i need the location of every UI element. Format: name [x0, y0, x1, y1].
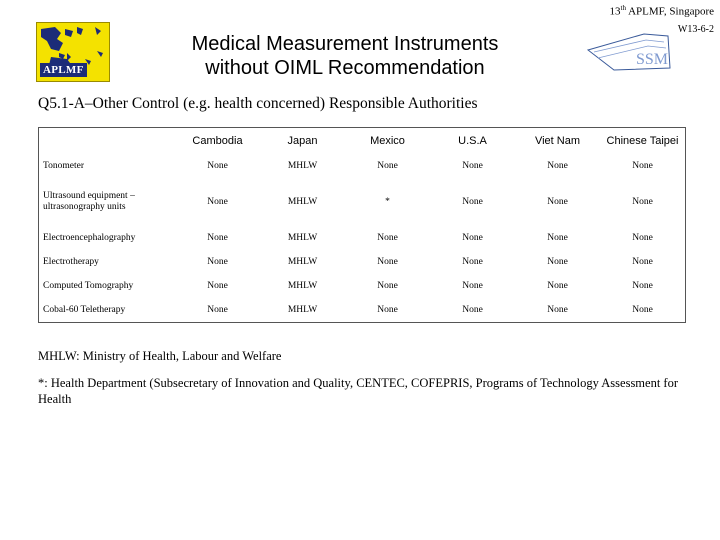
- table-row: [39, 178, 685, 226]
- aplmf-logo: [36, 22, 110, 82]
- column-header-chinese-taipei: Chinese Taipei: [606, 135, 679, 147]
- table-cell: None: [377, 281, 398, 291]
- section-subtitle: Q5.1-A–Other Control (e.g. health concerned) Responsible Authorities: [38, 95, 478, 112]
- table-cell: None: [207, 233, 228, 243]
- table-cell: None: [207, 197, 228, 207]
- table-cell: None: [207, 161, 228, 171]
- row-label-ultrasound: [39, 178, 175, 226]
- header-corner: [39, 128, 175, 154]
- row-label-tonometer: Tonometer: [43, 160, 85, 171]
- ssm-logo-text: SSM: [636, 51, 669, 68]
- row-label-electroencephalography: Electroencephalography: [43, 232, 136, 243]
- table-cell: None: [632, 281, 653, 291]
- table-header-row: [39, 128, 685, 154]
- event-number: 13: [609, 5, 621, 18]
- row-label-line-2: ultrasonography units: [43, 202, 126, 212]
- table-cell: None: [377, 257, 398, 267]
- table-row: [39, 226, 685, 250]
- table-cell: None: [462, 281, 483, 291]
- table-cell: None: [462, 233, 483, 243]
- column-header-viet-nam: Viet Nam: [534, 135, 581, 147]
- table-cell: None: [547, 281, 568, 291]
- row-label-electrotherapy: Electrotherapy: [43, 256, 99, 267]
- table-cell: None: [632, 305, 653, 315]
- row-label-line-1: Ultrasound equipment –: [43, 191, 135, 201]
- table-cell: None: [377, 305, 398, 315]
- table-cell: MHLW: [287, 281, 318, 291]
- table-cell: None: [632, 161, 653, 171]
- event-header: [610, 4, 715, 18]
- column-header-japan: Japan: [287, 135, 318, 147]
- table-cell: MHLW: [287, 233, 318, 243]
- table-cell: None: [462, 197, 483, 207]
- ssm-logo-icon: [584, 28, 680, 72]
- mhlw-footnote: MHLW: Ministry of Health, Labour and Welfare: [38, 349, 282, 363]
- table-cell: MHLW: [287, 197, 318, 207]
- column-header-usa: U.S.A: [458, 135, 487, 147]
- table-row: [39, 154, 685, 178]
- table-cell: None: [547, 161, 568, 171]
- asterisk-footnote: *: Health Department (Subsecretary of Innovation and Quality, CENTEC, COFEPRIS, Programs of Technology Assessment for Health: [38, 376, 678, 406]
- table-cell: None: [377, 161, 398, 171]
- table-row: [39, 274, 685, 298]
- table-cell: None: [462, 305, 483, 315]
- title-line-1: Medical Measurement Instruments: [191, 33, 499, 55]
- table-cell: None: [207, 305, 228, 315]
- table-cell: MHLW: [287, 257, 318, 267]
- authorities-table: [38, 127, 686, 323]
- event-ordinal-suffix: th: [620, 4, 626, 12]
- table-cell: None: [207, 281, 228, 291]
- table-cell: None: [547, 233, 568, 243]
- table-cell: MHLW: [287, 161, 318, 171]
- page-title: [150, 32, 540, 80]
- event-name: APLMF, Singapore: [625, 5, 714, 18]
- table-cell: None: [462, 161, 483, 171]
- row-label-cobalt-teletherapy: Cobal-60 Teletherapy: [43, 304, 126, 315]
- table-cell: None: [462, 257, 483, 267]
- column-header-cambodia: Cambodia: [192, 135, 243, 147]
- table-cell: None: [377, 233, 398, 243]
- table-cell: None: [632, 197, 653, 207]
- title-line-2: without OIML Recommendation: [205, 57, 485, 79]
- table-row: [39, 250, 685, 274]
- table-cell: MHLW: [287, 305, 318, 315]
- table-cell: None: [547, 257, 568, 267]
- document-code: W13-6-2: [677, 24, 714, 35]
- table-cell: None: [547, 305, 568, 315]
- table-cell: None: [632, 233, 653, 243]
- column-header-mexico: Mexico: [370, 135, 405, 147]
- table-cell: None: [547, 197, 568, 207]
- table-cell: *: [385, 197, 390, 207]
- table-cell: None: [632, 257, 653, 267]
- aplmf-logo-text: APLMF: [40, 63, 87, 77]
- table-cell: None: [207, 257, 228, 267]
- row-label-computed-tomography: Computed Tomography: [43, 280, 134, 291]
- table-row: [39, 298, 685, 322]
